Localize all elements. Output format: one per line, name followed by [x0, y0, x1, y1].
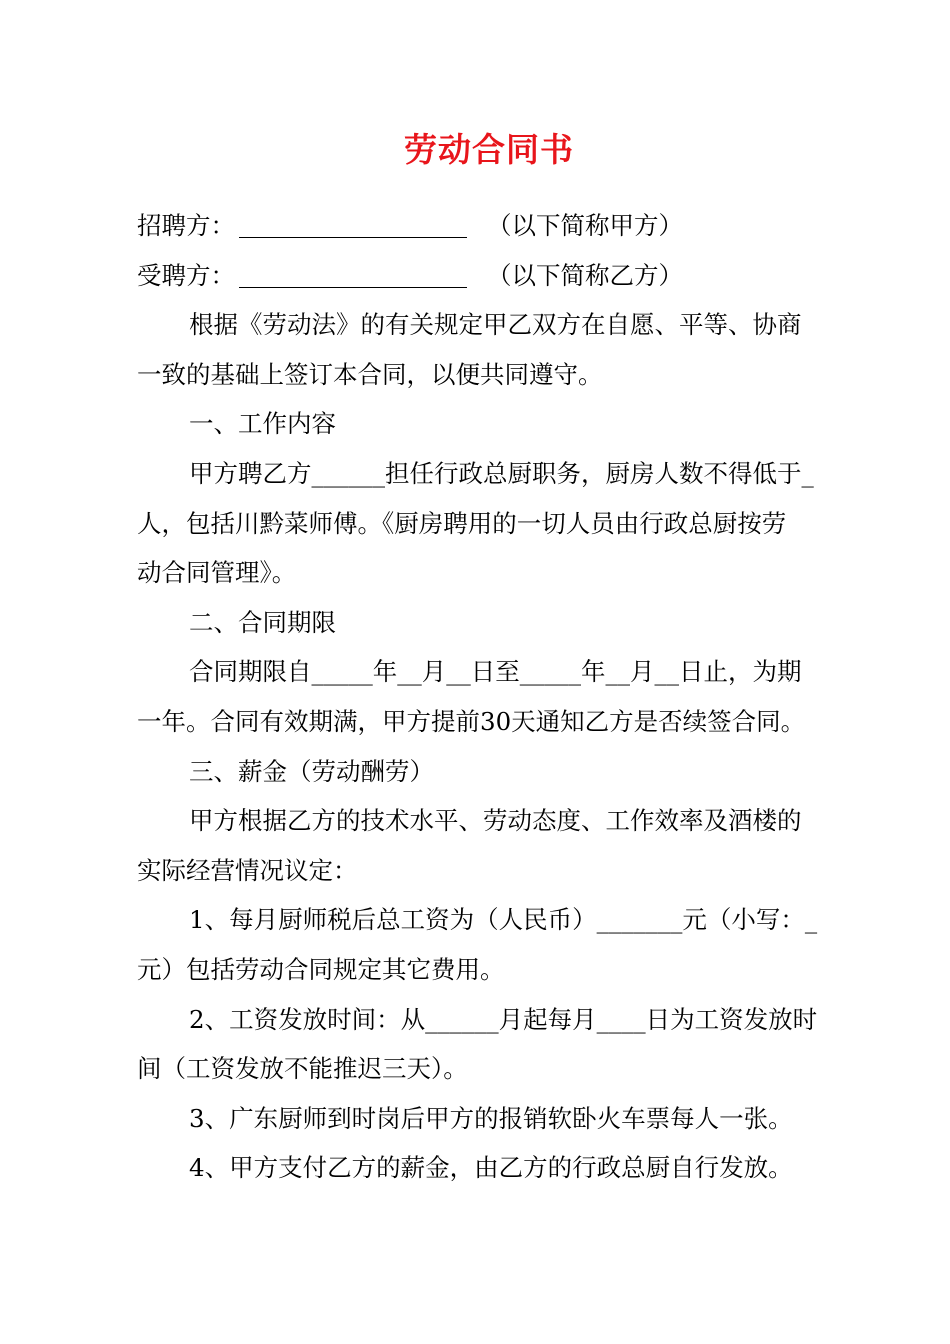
- salary-intro-line-2: 实际经营情况议定：: [137, 855, 358, 885]
- salary-item-2-line-2: 间（工资发放不能推迟三天）。: [137, 1054, 468, 1084]
- document-title: 劳动合同书: [404, 130, 574, 169]
- party-employee-label: 受聘方：: [137, 260, 235, 290]
- salary-item-1-line-2: 元）包括劳动合同规定其它费用。: [137, 954, 505, 984]
- work-line-2: 人，包括川黔菜师傅。《厨房聘用的一切人员由行政总厨按劳: [137, 508, 787, 538]
- work-line-1: 甲方聘乙方______担任行政总厨职务，厨房人数不得低于_: [189, 458, 814, 488]
- party-employee-note: （以下简称乙方）: [487, 260, 683, 290]
- preamble-line-1: 根据《劳动法》的有关规定甲乙双方在自愿、平等、协商: [189, 310, 802, 340]
- party-employee-blank: [239, 259, 467, 288]
- salary-item-2-line-1: 2、工资发放时间：从______月起每月____日为工资发放时: [189, 1004, 818, 1034]
- term-line-1: 合同期限自_____年__月__日至_____年__月__日止，为期: [189, 657, 802, 687]
- party-employer-row: [137, 201, 839, 251]
- work-line-3: 动合同管理》。: [137, 558, 297, 588]
- salary-item-3: 3、广东厨师到时岗后甲方的报销软卧火车票每人一张。: [189, 1103, 793, 1133]
- preamble-line-2: 一致的基础上签订本合同，以便共同遵守。: [137, 359, 603, 389]
- term-line-2: 一年。合同有效期满，甲方提前30天通知乙方是否续签合同。: [137, 706, 806, 736]
- section-heading-work: 一、工作内容: [189, 409, 336, 439]
- section-heading-term: 二、合同期限: [189, 607, 336, 637]
- salary-item-1-line-1: 1、每月厨师税后总工资为（人民币）_______元（小写：_: [189, 905, 818, 935]
- party-employer-blank: [239, 209, 467, 238]
- document-body: [137, 201, 839, 1193]
- salary-intro-line-1: 甲方根据乙方的技术水平、劳动态度、工作效率及酒楼的: [189, 806, 802, 836]
- party-employer-label: 招聘方：: [137, 211, 235, 240]
- party-employer-note: （以下简称甲方）: [487, 211, 683, 240]
- section-heading-salary: 三、薪金（劳动酬劳）: [189, 756, 434, 786]
- salary-item-4: 4、甲方支付乙方的薪金，由乙方的行政总厨自行发放。: [189, 1153, 793, 1183]
- party-employee-row: [137, 251, 839, 301]
